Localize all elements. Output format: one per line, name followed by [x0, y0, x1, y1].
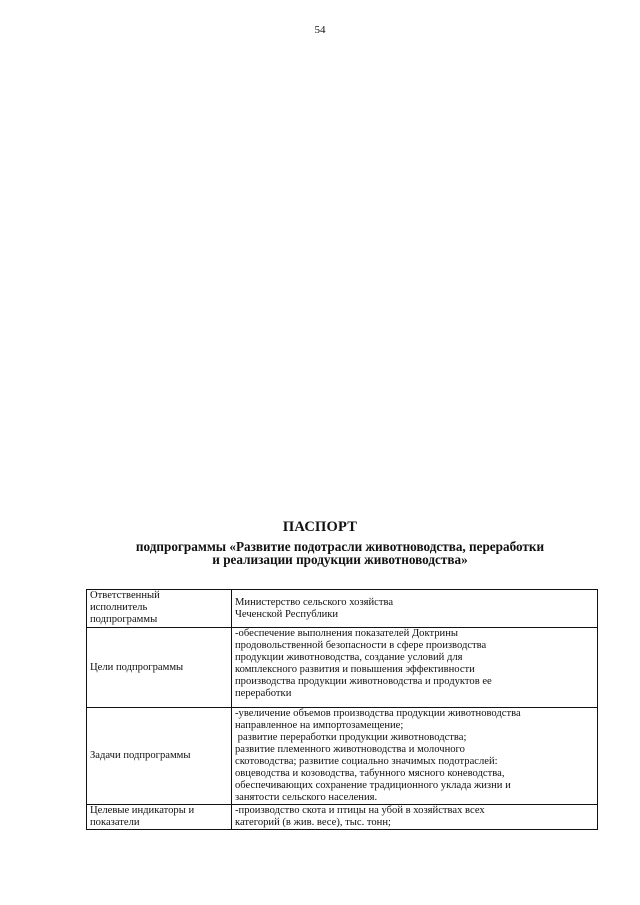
label-line: Ответственный	[90, 590, 160, 601]
label-line: Целевые индикаторы и	[90, 805, 195, 816]
subtitle-line: подпрограммы «Развитие подотрасли животноводства, переработки	[135, 539, 545, 554]
row-value	[232, 590, 598, 628]
value-line: переработки	[235, 688, 292, 699]
table-row-indicators	[87, 805, 598, 830]
passport-table	[86, 589, 598, 830]
value-line: -производство скота и птицы на убой в хозяйствах всех	[235, 805, 485, 816]
label-line: показатели	[90, 817, 140, 828]
value-line: направленное на импортозамещение;	[235, 720, 404, 731]
label-line: Цели подпрограммы	[90, 661, 184, 673]
row-value	[232, 805, 598, 830]
row-label	[87, 708, 232, 805]
row-value	[232, 628, 598, 708]
row-label	[87, 805, 232, 830]
value-line: Чеченской Республики	[235, 608, 339, 620]
value-line: Министерство сельского хозяйства	[235, 596, 394, 608]
value-line: скотоводства; развитие социально значимых подотраслей:	[235, 756, 498, 767]
passport-title: ПАСПОРТ	[282, 519, 358, 535]
value-line: развитие племенного животноводства и молочного	[235, 744, 465, 755]
value-line: производства продукции животноводства и продуктов ее	[235, 676, 492, 687]
subtitle-line: и реализации продукции животноводства»	[212, 552, 468, 567]
table-row-responsible-executor	[87, 590, 598, 628]
row-label	[87, 628, 232, 708]
table-row-tasks	[87, 708, 598, 805]
passport-subtitle	[95, 540, 585, 566]
value-line: овцеводства и козоводства, табунного мясного коневодства,	[235, 768, 505, 779]
value-line: комплексного развития и повышения эффективности	[235, 664, 475, 675]
value-line: -увеличение объемов производства продукции животноводства	[235, 708, 521, 719]
row-value	[232, 708, 598, 805]
value-line: продукции животноводства, создание условий для	[235, 652, 463, 663]
value-line: продовольственной безопасности в сфере производства	[235, 640, 487, 651]
value-line: занятости сельского населения.	[235, 792, 378, 803]
row-label	[87, 590, 232, 628]
value-line: категорий (в жив. весе), тыс. тонн;	[235, 817, 391, 828]
page-number: 54	[314, 24, 326, 36]
label-line: подпрограммы	[90, 614, 158, 625]
value-line: обеспечивающих сохранение традиционного уклада жизни и	[235, 780, 511, 791]
value-line: -обеспечение выполнения показателей Доктрины	[235, 628, 458, 639]
label-line: Задачи подпрограммы	[90, 750, 191, 761]
table-row-goals	[87, 628, 598, 708]
value-line: развитие переработки продукции животноводства;	[235, 732, 467, 743]
label-line: исполнитель	[90, 602, 148, 613]
